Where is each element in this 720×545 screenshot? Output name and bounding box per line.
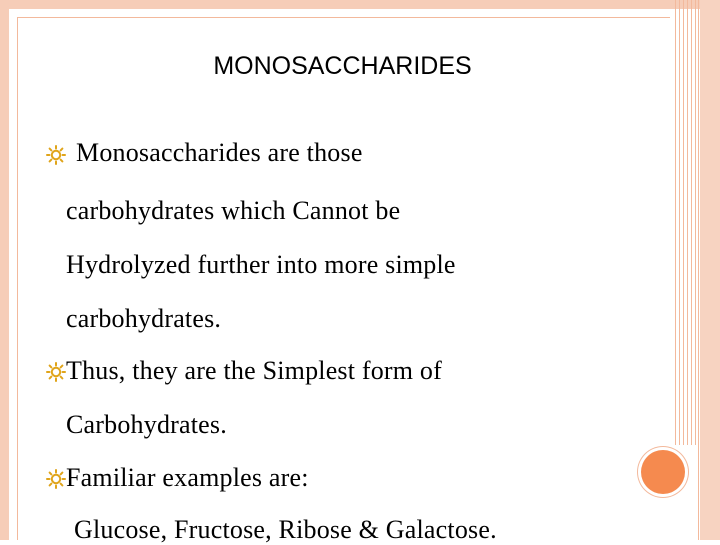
bullet-1-line-2: carbohydrates which Cannot be (66, 196, 401, 225)
frame-inner-left-line (17, 17, 18, 540)
slide-title (0, 52, 660, 81)
bullet-3-line-2: Glucose, Fructose, Ribose & Galactose. (74, 515, 497, 544)
sun-bullet-icon (46, 469, 66, 489)
right-band-line (698, 0, 699, 540)
sun-bullet-icon (46, 362, 66, 382)
bullet-1-line-1: Monosaccharides are those (76, 138, 363, 167)
frame-top-border (0, 0, 720, 9)
frame-left-border (0, 0, 9, 540)
bullet-2-line-2: Carbohydrates. (66, 410, 227, 439)
decorative-circle (641, 450, 685, 494)
frame-inner-top-line (17, 17, 670, 18)
right-decorative-stripes (675, 0, 697, 445)
bullet-1-line-3: Hydrolyzed further into more simple (66, 250, 456, 279)
right-decorative-band (700, 0, 720, 540)
bullet-1-line-4: carbohydrates. (66, 304, 222, 333)
slide-title-text: MONOSACCHARIDES (213, 52, 472, 80)
sun-bullet-icon (46, 145, 66, 165)
bullet-2-line-1: Thus, they are the Simplest form of (66, 356, 442, 385)
bullet-3-line-1: Familiar examples are: (66, 463, 309, 492)
